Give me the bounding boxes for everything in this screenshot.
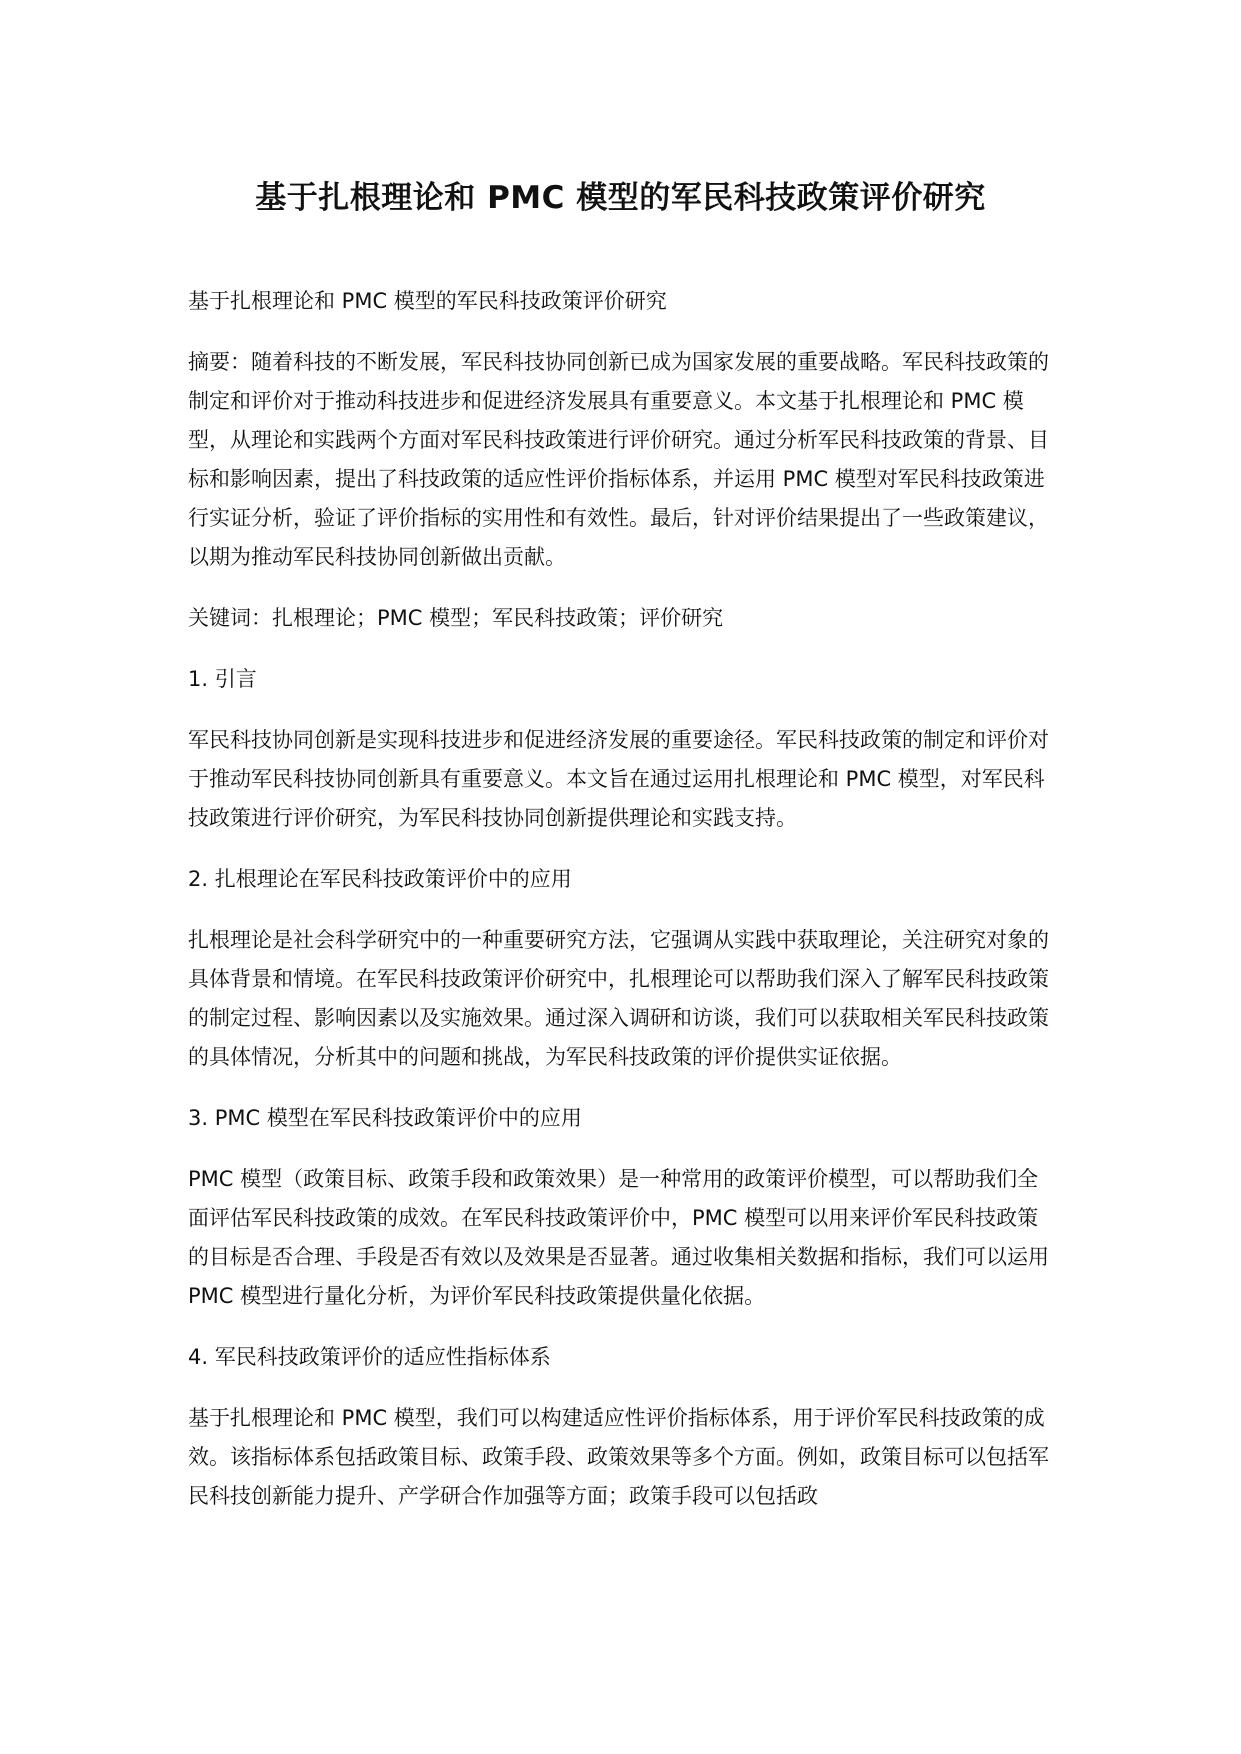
section-heading-pmc-model: 3. PMC 模型在军民科技政策评价中的应用 — [188, 1106, 582, 1130]
section-heading-introduction: 1. 引言 — [188, 667, 257, 691]
document-body — [188, 282, 1058, 1538]
section-heading-grounded-theory: 2. 扎根理论在军民科技政策评价中的应用 — [188, 867, 572, 891]
section-body-pmc-model: PMC 模型（政策目标、政策手段和政策效果）是一种常用的政策评价模型，可以帮助我们全面评估军民科技政策的成效。在军民科技政策评价中，PMC 模型可以用来评价军民科技政策的目标是否合理、手段是否有效以及效果是否显著。通过收集相关数据和指标，我们可以运用 PMC 模型进行量化分析，为评价军民科技政策提供量化依据。 — [188, 1167, 1049, 1308]
section-body-introduction: 军民科技协同创新是实现科技进步和促进经济发展的重要途径。军民科技政策的制定和评价对于推动军民科技协同创新具有重要意义。本文旨在通过运用扎根理论和 PMC 模型，对军民科技政策进行评价研究，为军民科技协同创新提供理论和实践支持。 — [188, 728, 1049, 830]
document-subtitle: 基于扎根理论和 PMC 模型的军民科技政策评价研究 — [188, 289, 667, 313]
section-body-grounded-theory: 扎根理论是社会科学研究中的一种重要研究方法，它强调从实践中获取理论，关注研究对象的具体背景和情境。在军民科技政策评价研究中，扎根理论可以帮助我们深入了解军民科技政策的制定过程、影响因素以及实施效果。通过深入调研和访谈，我们可以获取相关军民科技政策的具体情况，分析其中的问题和挑战，为军民科技政策的评价提供实证依据。 — [188, 928, 1049, 1069]
document-title: 基于扎根理论和 PMC 模型的军民科技政策评价研究 — [255, 180, 986, 216]
section-body-indicator-system: 基于扎根理论和 PMC 模型，我们可以构建适应性评价指标体系，用于评价军民科技政策的成效。该指标体系包括政策目标、政策手段、政策效果等多个方面。例如，政策目标可以包括军民科技创新能力提升、产学研合作加强等方面；政策手段可以包括政 — [188, 1406, 1049, 1508]
section-heading-indicator-system: 4. 军民科技政策评价的适应性指标体系 — [188, 1345, 551, 1369]
abstract-paragraph: 摘要：随着科技的不断发展，军民科技协同创新已成为国家发展的重要战略。军民科技政策的制定和评价对于推动科技进步和促进经济发展具有重要意义。本文基于扎根理论和 PMC 模型，从理论和实践两个方面对军民科技政策进行评价研究。通过分析军民科技政策的背景、目标和影响因素，提出了科技政策的适应性评价指标体系，并运用 PMC 模型对军民科技政策进行实证分析，验证了评价指标的实用性和有效性。最后，针对评价结果提出了一些政策建议，以期为推动军民科技协同创新做出贡献。 — [188, 350, 1049, 569]
keywords-paragraph: 关键词：扎根理论；PMC 模型；军民科技政策；评价研究 — [188, 606, 724, 630]
